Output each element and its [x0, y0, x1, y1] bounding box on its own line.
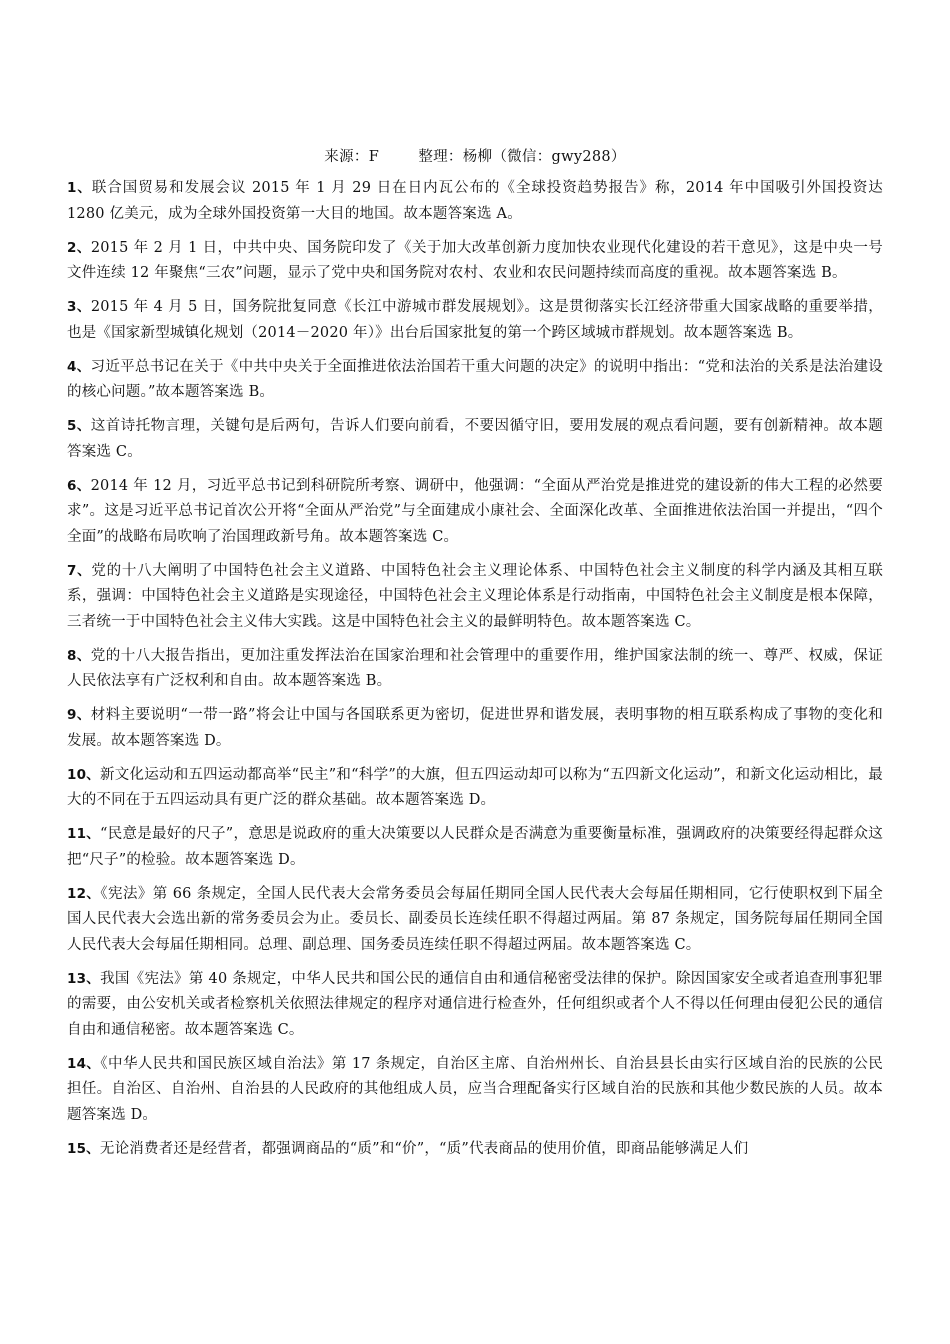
- item-text: 2015 年 4 月 5 日，国务院批复同意《长江中游城市群发展规划》。这是贯彻落实长江经济带重大国家战略的重要举措，也是《国家新型城镇化规划（2014－2020 年）》出台后国家批复的第一个跨区域城市群规划。故本题答案选 B。: [67, 299, 883, 341]
- answer-item: [67, 1052, 883, 1129]
- item-text: 《宪法》第 66 条规定，全国人民代表大会常务委员会每届任期同全国人民代表大会每届任期相同，它行使职权到下届全国人民代表大会选出新的常务委员会为止。委员长、副委员长连续任职不得超过两届。第 87 条规定，国务院每届任期同全国人民代表大会每届任期相同。总理、副总理、国务委员连续任职不得超过两届。故本题答案选 C。: [67, 885, 883, 953]
- answer-item: [67, 822, 883, 873]
- answer-item: [67, 355, 883, 406]
- item-text: 无论消费者还是经营者，都强调商品的“质”和“价”，“质”代表商品的使用价值，即商品能够满足人们: [99, 1140, 749, 1157]
- item-number: 4、: [67, 358, 91, 375]
- answer-item: [67, 882, 883, 959]
- item-number: 14、: [67, 1055, 101, 1072]
- item-number: 3、: [67, 299, 91, 315]
- item-number: 12、: [67, 885, 101, 902]
- answer-item: [67, 414, 883, 465]
- item-text: 这首诗托物言理，关键句是后两句，告诉人们要向前看，不要因循守旧，要用发展的观点看问题，要有创新精神。故本题答案选 C。: [67, 418, 883, 460]
- answer-item: [67, 474, 883, 551]
- item-number: 9、: [67, 707, 91, 723]
- item-number: 1、: [67, 180, 92, 196]
- item-text: “民意是最好的尺子”，意思是说政府的重大决策要以人民群众是否满意为重要衡量标准，强调政府的决策要经得起群众这把“尺子”的检验。故本题答案选 D。: [67, 826, 883, 868]
- item-text: 材料主要说明“一带一路”将会让中国与各国联系更为密切，促进世界和谐发展，表明事物的相互联系构成了事物的变化和发展。故本题答案选 D。: [67, 707, 884, 749]
- item-text: 2015 年 2 月 1 日，中共中央、国务院印发了《关于加大改革创新力度加快农业现代化建设的若干意见》，这是中央一号文件连续 12 年聚焦“三农”问题，显示了党中央和国务院对农村、农业和农民问题持续而高度的重视。故本题答案选 B。: [67, 239, 883, 281]
- item-number: 11、: [67, 826, 101, 842]
- answer-item: [67, 295, 883, 346]
- answer-item: [67, 236, 883, 287]
- answer-item: [67, 763, 883, 814]
- item-number: 8、: [67, 647, 91, 664]
- item-number: 5、: [67, 418, 91, 434]
- item-text: 联合国贸易和发展会议 2015 年 1 月 29 日在日内瓦公布的《全球投资趋势报告》称，2014 年中国吸引外国投资达 1280 亿美元，成为全球外国投资第一大目的地国。故本题答案选 A。: [67, 180, 883, 222]
- item-number: 7、: [67, 562, 92, 579]
- answer-item: [67, 703, 883, 754]
- item-number: 2、: [67, 239, 91, 256]
- item-text: 党的十八大阐明了中国特色社会主义道路、中国特色社会主义理论体系、中国特色社会主义制度的科学内涵及其相互联系，强调：中国特色社会主义道路是实现途径，中国特色社会主义理论体系是行动指南，中国特色社会主义制度是根本保障，三者统一于中国特色社会主义伟大实践。这是中国特色社会主义的最鲜明特色。故本题答案选 C。: [67, 562, 883, 630]
- item-number: 6、: [67, 477, 91, 494]
- item-text: 习近平总书记在关于《中共中央关于全面推进依法治国若干重大问题的决定》的说明中指出：“党和法治的关系是法治建设的核心问题。”故本题答案选 B。: [67, 358, 883, 400]
- source-line: 来源：F 整理：杨柳（微信：gwy288）: [324, 149, 626, 165]
- item-text: 我国《宪法》第 40 条规定，中华人民共和国公民的通信自由和通信秘密受法律的保护。除因国家安全或者追查刑事犯罪的需要，由公安机关或者检察机关依照法律规定的程序对通信进行检查外，任何组织或者个人不得以任何理由侵犯公民的通信自由和通信秘密。故本题答案选 C。: [67, 970, 883, 1038]
- item-number: 13、: [67, 970, 101, 987]
- answer-item: [67, 644, 883, 695]
- answer-item: [67, 559, 883, 636]
- item-text: 党的十八大报告指出，更加注重发挥法治在国家治理和社会管理中的重要作用，维护国家法制的统一、尊严、权威，保证人民依法享有广泛权利和自由。故本题答案选 B。: [67, 647, 883, 689]
- item-text: 《中华人民共和国民族区域自治法》第 17 条规定，自治区主席、自治州州长、自治县县长由实行区域自治的民族的公民担任。自治区、自治州、自治县的人民政府的其他组成人员，应当合理配备实行区域自治的民族和其他少数民族的人员。故本题答案选 D。: [67, 1055, 883, 1123]
- answer-item: [67, 967, 883, 1044]
- answer-list: [67, 176, 883, 1171]
- answer-item: [67, 176, 883, 227]
- item-text: 2014 年 12 月，习近平总书记到科研院所考察、调研中，他强调：“全面从严治党是推进党的建设新的伟大工程的必然要求”。这是习近平总书记首次公开将“全面从严治党”与全面建成小康社会、全面深化改革、全面推进依法治国一并提出，“四个全面”的战略布局吹响了治国理政新号角。故本题答案选 C。: [67, 477, 883, 545]
- answer-item: [67, 1137, 883, 1163]
- item-text: 新文化运动和五四运动都高举“民主”和“科学”的大旗，但五四运动却可以称为“五四新文化运动”，和新文化运动相比，最大的不同在于五四运动具有更广泛的群众基础。故本题答案选 D。: [67, 766, 883, 808]
- item-number: 15、: [67, 1140, 100, 1157]
- item-number: 10、: [67, 766, 100, 783]
